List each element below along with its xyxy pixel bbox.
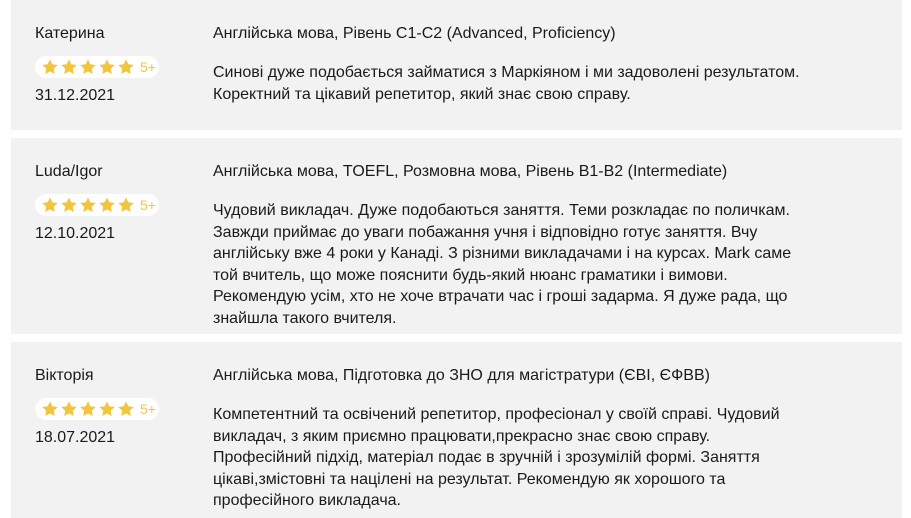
review-text [213,200,883,329]
review-text-line: Рекомендую усім, хто не хоче втрачати час і гроші задарма. Я дуже рада, що [213,288,788,305]
review-subjects: Англійська мова, Рівень С1-С2 (Advanced, Proficiency) [213,25,616,42]
star-icon [98,58,116,76]
review-author: Вікторія [35,367,94,384]
rating-badge [35,398,159,420]
review-text [213,62,883,105]
review-author: Катерина [35,25,105,42]
review-date: 31.12.2021 [35,87,116,104]
review-text-line: Професійний підхід, матеріал подає в зручній і зрозумілій формі. Заняття [213,449,760,466]
review-card [11,0,902,130]
star-icon [79,400,97,418]
star-icon [41,400,59,418]
review-subjects: Англійська мова, TOEFL, Розмовна мова, Рівень В1-В2 (Intermediate) [213,163,728,180]
star-rating [41,196,136,214]
review-subjects: Англійська мова, Підготовка до ЗНО для магістратури (ЄВІ, ЄФВВ) [213,367,710,384]
star-rating [41,400,136,418]
rating-badge [35,56,159,78]
review-text-line: Синові дуже подобається займатися з Маркіяном і ми задоволені результатом. [213,64,800,81]
star-icon [60,58,78,76]
star-icon [79,58,97,76]
review-text-line: знайшла такого вчителя. [213,309,397,327]
star-icon [98,400,116,418]
star-icon [117,400,135,418]
review-text-line: цікаві,змістовні та націлені на результат. Рекомендую як хорошого та [213,470,726,488]
rating-score: 5+ [140,401,156,417]
review-text-line: Компетентний та освічений репетитор, професіонал у своїй справі. Чудовий [213,406,780,423]
star-icon [117,196,135,214]
rating-score: 5+ [140,59,156,75]
review-text-line: той вчитель, що може пояснити будь-який нюанс граматики і вимови. [213,266,728,284]
rating-score: 5+ [140,197,156,213]
review-author: Luda/Igor [35,163,103,180]
review-date: 18.07.2021 [35,429,116,446]
star-icon [41,196,59,214]
review-text-line: Коректний та цікавий репетитор, який знає свою справу. [213,85,631,103]
review-text-line: професійного викладача. [213,492,401,509]
star-icon [98,196,116,214]
review-card [11,342,902,518]
review-text [213,404,883,512]
review-text-line: Чудовий викладач. Дуже подобаються заняття. Теми розкладає по поличкам. [213,202,790,219]
review-text-line: англійську вже 4 роки у Канаді. З різними викладачами і на курсах. Mark саме [213,245,792,262]
rating-badge [35,194,159,216]
star-icon [60,196,78,214]
star-icon [117,58,135,76]
star-icon [41,58,59,76]
review-text-line: Завжди приймає до уваги побажання учня і відповідно готує заняття. Вчу [213,223,758,241]
star-icon [79,196,97,214]
review-card [11,138,902,334]
review-date: 12.10.2021 [35,225,116,242]
star-rating [41,58,136,76]
star-icon [60,400,78,418]
review-text-line: викладач, з яким приємно працювати,прекрасно знає свою справу. [213,427,711,445]
